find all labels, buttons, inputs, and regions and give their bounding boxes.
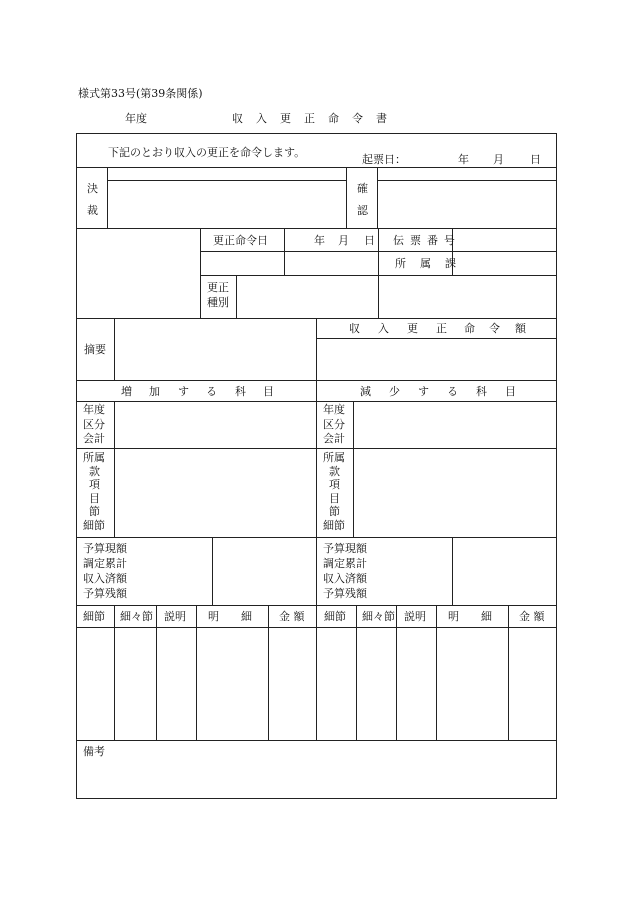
form-number: 様式第33号(第39条関係): [78, 87, 203, 100]
confirm-label: 確: [357, 182, 368, 195]
column-header: 細々節: [362, 610, 395, 623]
decision-label: 決: [87, 182, 98, 195]
decrease-dept-block-label: 所属 款 項 目 節 細節: [323, 451, 345, 532]
issue-date-year: 年: [458, 153, 469, 166]
order-date-label: 更正命令日: [213, 234, 268, 247]
order-date-day: 日: [364, 234, 375, 247]
decrease-year-block-label: 年度 区分 会計: [323, 403, 345, 445]
issue-date-month: 月: [493, 153, 504, 166]
issue-date-label: 起票日：: [362, 153, 406, 166]
title-char: 命: [328, 112, 339, 125]
increase-budget-block-label: 予算現額 調定累計 収入済額 予算残額: [83, 542, 127, 600]
increase-dept-block-label: 所属 款 項 目 節 細節: [83, 451, 105, 532]
column-header: 細節: [324, 610, 346, 623]
column-header: 明 細: [208, 610, 252, 623]
fiscal-year-label: 年度: [125, 112, 147, 125]
order-date-year: 年: [314, 234, 325, 247]
summary-label: 摘要: [84, 343, 106, 356]
correction-type-label: 更正 種別: [207, 281, 229, 309]
order-date-month: 月: [338, 234, 349, 247]
title-char: 令: [352, 112, 363, 125]
column-header: 金 額: [279, 610, 305, 623]
remarks-label: 備考: [83, 745, 105, 758]
title-char: 収: [232, 112, 243, 125]
column-header: 説明: [164, 610, 186, 623]
increase-year-block-label: 年度 区分 会計: [83, 403, 105, 445]
issue-date-day: 日: [530, 153, 541, 166]
column-header: 細々節: [120, 610, 153, 623]
column-header: 金 額: [519, 610, 545, 623]
decision-label: 裁: [87, 204, 98, 217]
statement-text: 下記のとおり収入の更正を命令します。: [108, 146, 306, 159]
title-char: 書: [376, 112, 387, 125]
column-header: 明 細: [448, 610, 492, 623]
column-header: 説明: [404, 610, 426, 623]
confirm-label: 認: [357, 204, 368, 217]
column-header: 細節: [83, 610, 105, 623]
title-char: 正: [304, 112, 315, 125]
title-char: 入: [256, 112, 267, 125]
title-char: 更: [280, 112, 291, 125]
decrease-budget-block-label: 予算現額 調定累計 収入済額 予算残額: [323, 542, 367, 600]
